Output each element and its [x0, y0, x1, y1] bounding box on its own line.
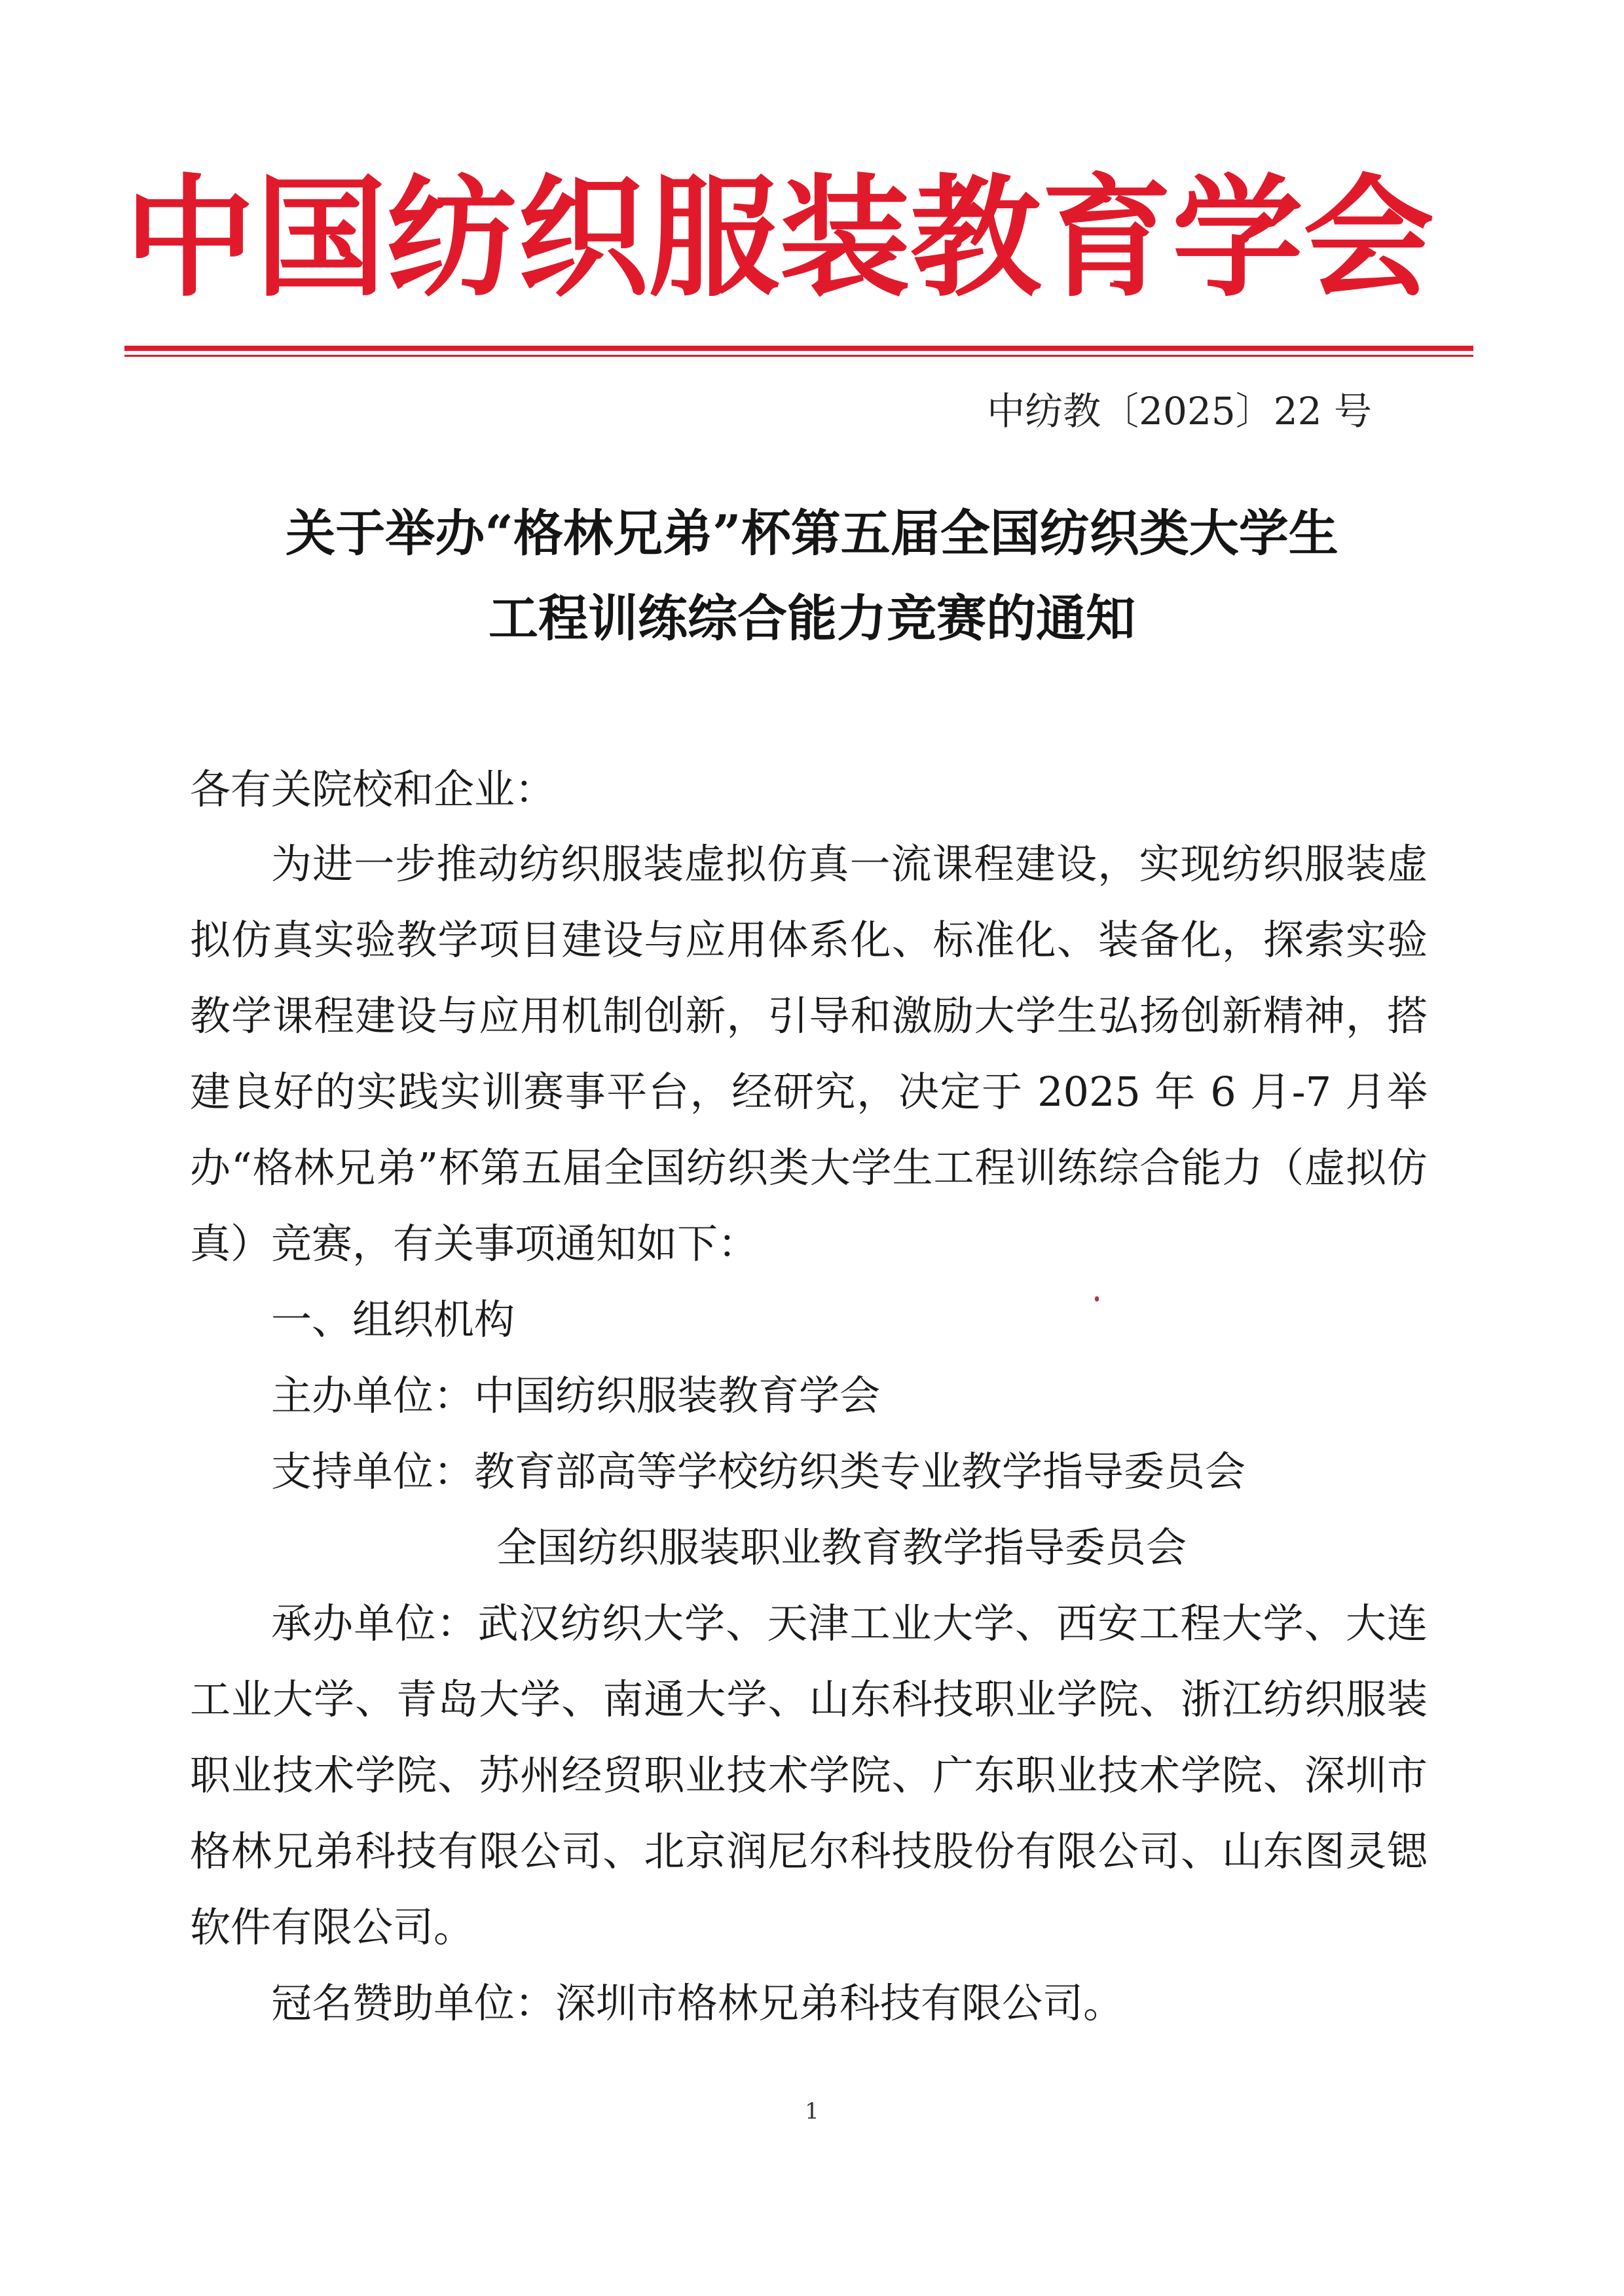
- letterhead-char: 织: [517, 162, 649, 315]
- section-heading: 一、组织机构: [271, 1296, 515, 1343]
- scan-speck: [1095, 1296, 1099, 1302]
- organization-letterhead: [124, 164, 1434, 314]
- letterhead-divider-thin: [124, 355, 1473, 357]
- document-title-line-2: 工程训练综合能力竞赛的通知: [489, 589, 1135, 647]
- letterhead-char: 学: [1172, 162, 1304, 315]
- host-unit: 主办单位：中国纺织服装教育学会: [271, 1372, 881, 1419]
- letterhead-char: 会: [1303, 162, 1435, 315]
- letterhead-char: 教: [910, 162, 1042, 315]
- intro-paragraph: 为进一步推动纺织服装虚拟仿真一流课程建设，实现纺织服装虚拟仿真实验教学项目建设与应用体系化、标准化、装备化，探索实验教学课程建设与应用机制创新，引导和激励大学生弘扬创新精神，搭建良好的实践实训赛事平台，经研究，决定于 2025 年 6 月-7 月举办“格林兄弟”杯第五届全国纺织类大学生工程训练综合能力（虚拟仿真）竞赛，有关事项通知如下：: [190, 840, 1428, 1267]
- letterhead-divider-thick: [124, 346, 1473, 351]
- page-number: 1: [805, 2098, 819, 2124]
- support-unit-line-1: 支持单位：教育部高等学校纺织类专业教学指导委员会: [271, 1448, 1246, 1495]
- letterhead-char: 装: [779, 162, 911, 315]
- document-title-line-1: 关于举办“格林兄弟”杯第五届全国纺织类大学生: [286, 504, 1338, 562]
- title-sponsor: 冠名赞助单位：深圳市格林兄弟科技有限公司。: [271, 1979, 1124, 2027]
- letterhead-char: 纺: [386, 162, 518, 315]
- letterhead-char: 国: [255, 162, 387, 315]
- letterhead-char: 中: [124, 162, 256, 315]
- document-number: 中纺教〔2025〕22 号: [987, 389, 1372, 433]
- organizer-units-paragraph: 承办单位：武汉纺织大学、天津工业大学、西安工程大学、大连工业大学、青岛大学、南通大学、山东科技职业学院、浙江纺织服装职业技术学院、苏州经贸职业技术学院、广东职业技术学院、深圳市格林兄弟科技有限公司、北京润尼尔科技股份有限公司、山东图灵锶软件有限公司。: [190, 1599, 1428, 1951]
- support-unit-line-2: 全国纺织服装职业教育教学指导委员会: [496, 1523, 1187, 1571]
- salutation: 各有关院校和企业：: [190, 765, 556, 813]
- letterhead-char: 服: [648, 162, 780, 315]
- letterhead-char: 育: [1041, 162, 1173, 315]
